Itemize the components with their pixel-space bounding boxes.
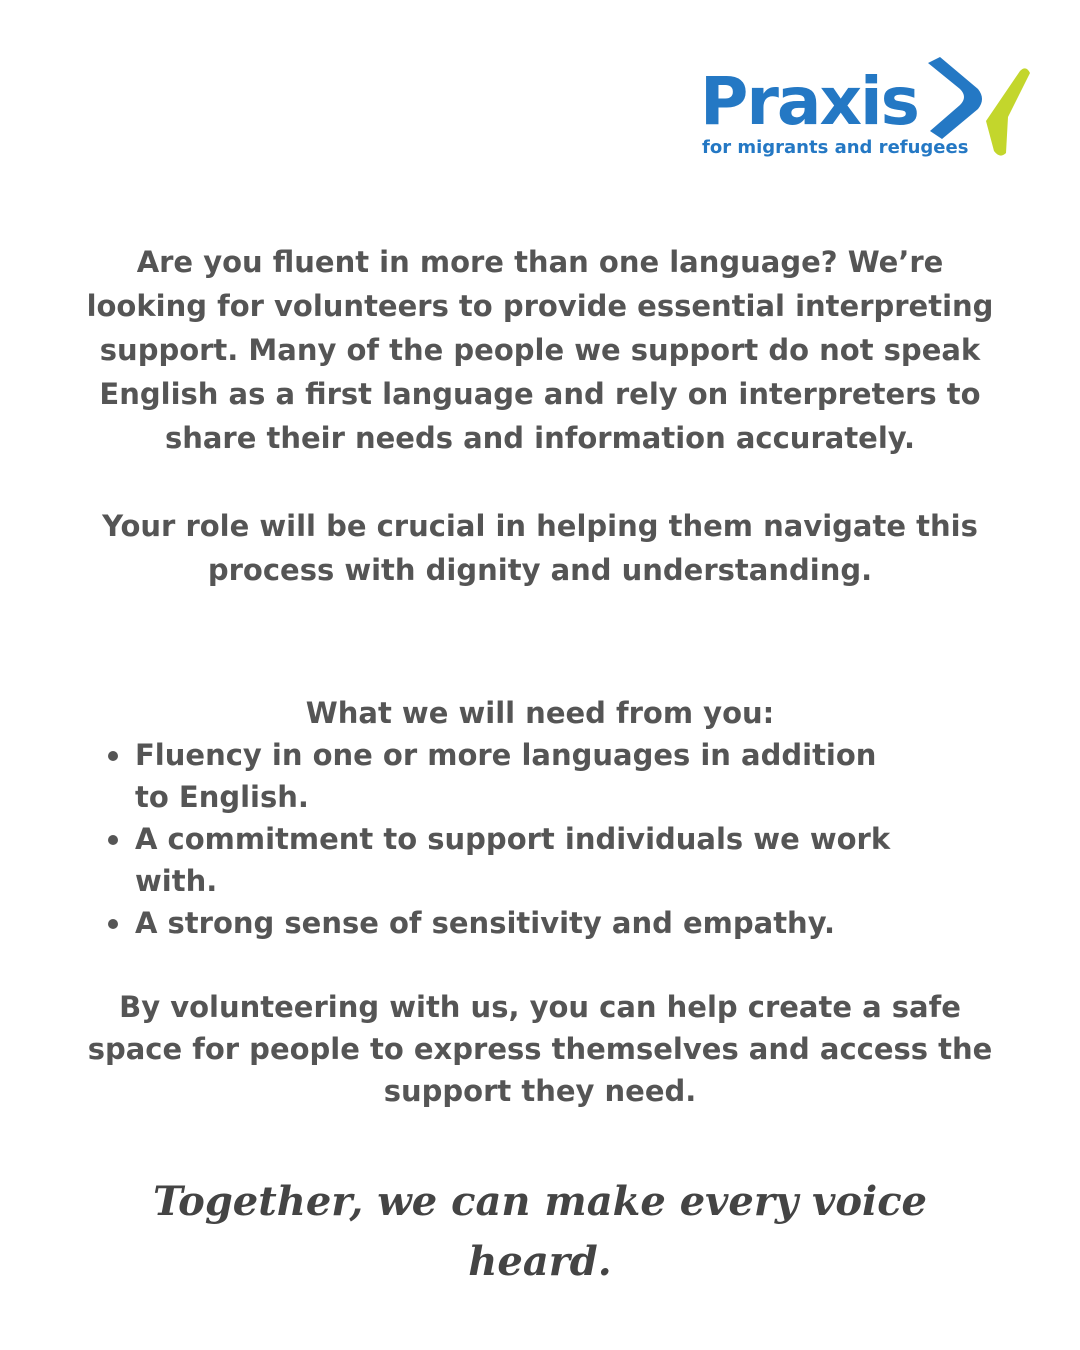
list-item (80, 902, 1000, 944)
flyer-content (80, 240, 1000, 1292)
needs-heading: What we will need from you: (305, 696, 775, 730)
bullet-icon (108, 919, 118, 929)
role-paragraph: Your role will be crucial in helping them navigate this process with dignity and understanding. (102, 509, 978, 587)
bullet-icon (108, 751, 118, 761)
list-item-text: A commitment to support individuals we work with. (135, 822, 891, 898)
list-item-text: A strong sense of sensitivity and empathy. (135, 906, 835, 940)
list-item-text: Fluency in one or more languages in addition to English. (135, 738, 877, 814)
intro-paragraph: Are you fluent in more than one language? We’re looking for volunteers to provide essential interpreting support. Many of the people we support do not speak English as a first language and rely on interpreters to share their needs and information accurately. (86, 245, 994, 455)
closing-paragraph: By volunteering with us, you can help create a safe space for people to express themselves and access the support they need. (87, 990, 993, 1108)
praxis-logo (700, 55, 1032, 165)
chevron-logo-icon (920, 55, 1032, 160)
list-item (80, 734, 1000, 818)
needs-list (80, 734, 1000, 944)
logo-tagline: for migrants and refugees (702, 137, 969, 158)
logo-wordmark: Praxis (700, 63, 918, 140)
list-item (80, 818, 1000, 902)
logo-green-stroke (986, 68, 1030, 155)
bullet-icon (108, 835, 118, 845)
logo-blue-chevron (928, 57, 982, 139)
tagline: Together, we can make every voice heard. (152, 1178, 928, 1285)
